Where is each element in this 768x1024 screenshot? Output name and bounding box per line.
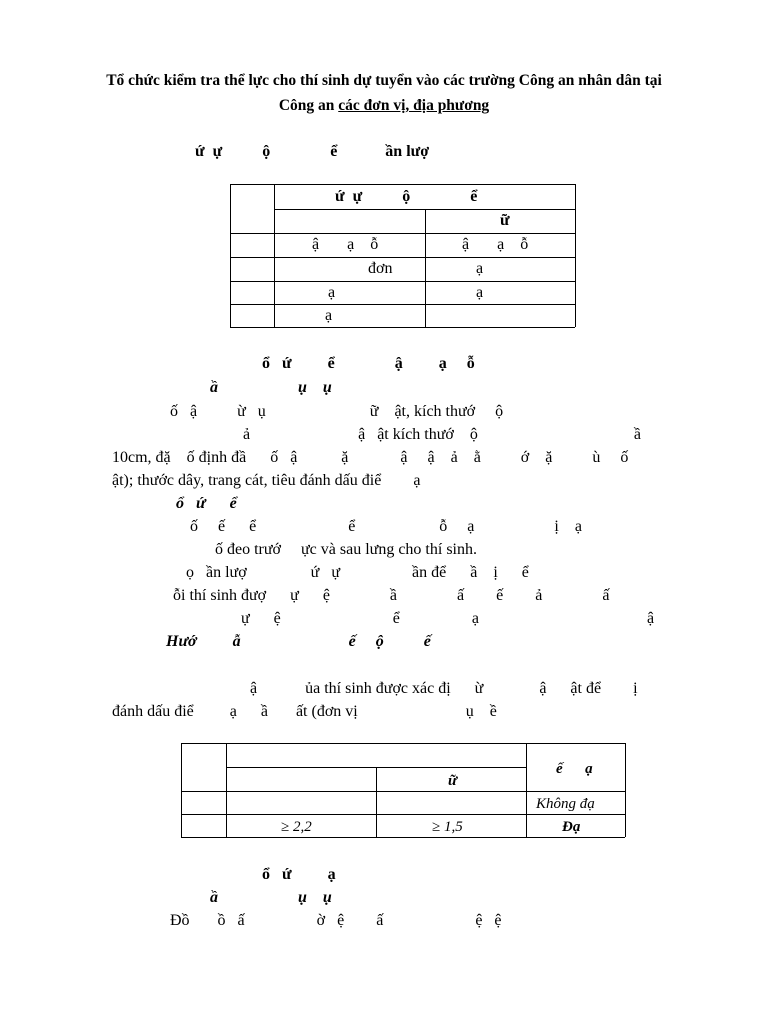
section1-sub2: ổ ứ ể — [176, 495, 237, 512]
section1-p1: ố ậ ừ ụ ữ ật, kích thướ ộ — [170, 403, 504, 420]
section1-p8: ỗi thí sinh đượ ự ệ ầ ấ ế ả ấ — [173, 587, 610, 604]
table1-header: ứ ự ộ ể — [335, 188, 478, 205]
table1-row4-left: đơn — [368, 260, 393, 277]
table1-row3-left: ậ ạ ỗ — [312, 236, 379, 253]
section-heading-order: ứ ự ộ ể ần lượ — [195, 143, 430, 160]
section1-p3: 10cm, đặ ố định đầ ố ậ ặ ậ ậ ả ằ ớ ặ ù ố — [112, 449, 629, 466]
section1-heading: ổ ứ ể ậ ạ ỗ — [262, 355, 475, 372]
table2-header-right: ế ạ — [556, 761, 593, 777]
table2-row2-value2: ≥ 1,5 — [432, 819, 463, 835]
section2-p1: Đồ ồ ấ ờ ệ ấ ệ ệ — [170, 912, 502, 929]
section2-sub1: ầ ụ ụ — [210, 889, 332, 906]
result-para-line1: ậ ủa thí sinh được xác đị ừ ậ ật để ị — [250, 680, 638, 697]
section1-sub1: ầ ụ ụ — [210, 379, 332, 396]
section1-p4: ật); thước dây, trang cát, tiêu đánh dấu điể ạ — [112, 472, 421, 489]
table1-row3-right: ậ ạ ỗ — [462, 236, 529, 253]
section1-p9: ự ệ ể ạ ậ — [241, 610, 655, 627]
table2-row1-result: Không đạ — [536, 796, 595, 812]
page-title-line2 — [0, 96, 768, 116]
section1-p6: ố đeo trướ ực và sau lưng cho thí sinh. — [215, 541, 477, 558]
section2-heading: ổ ứ ạ — [262, 866, 336, 883]
page-title-line1: Tổ chức kiểm tra thể lực cho thí sinh dự tuyển vào các trường Công an nhân dân tại — [106, 72, 662, 89]
table2-sub-right: ữ — [448, 773, 457, 789]
section1-p7: ọ ần lượ ứ ự ần để ầ ị ể — [186, 564, 529, 581]
section1-p2: ả ậ ật kích thướ ộ ầ — [243, 426, 641, 443]
table1-row5-left: ạ — [328, 284, 336, 301]
table1-sub-right: ữ — [500, 212, 510, 229]
title-line2-prefix: Công an — [278, 97, 339, 114]
section1-p5: ố ế ể ể ỗ ạ ị ạ — [190, 518, 582, 535]
title-line2-underlined: các đơn vị, địa phương — [338, 97, 490, 114]
result-para-line2: đánh dấu điể ạ ầ ất (đơn vị ụ ề — [112, 703, 497, 720]
table1-row4-right: ạ — [476, 260, 484, 277]
table1-row6-left: ạ — [325, 307, 333, 324]
table2-row2-value1: ≥ 2,2 — [281, 819, 312, 835]
table1-row5-right: ạ — [476, 284, 484, 301]
table2-row2-result: Đạ — [562, 819, 581, 835]
section1-sub3: Hướ ẫ ế ộ ế — [166, 633, 431, 650]
